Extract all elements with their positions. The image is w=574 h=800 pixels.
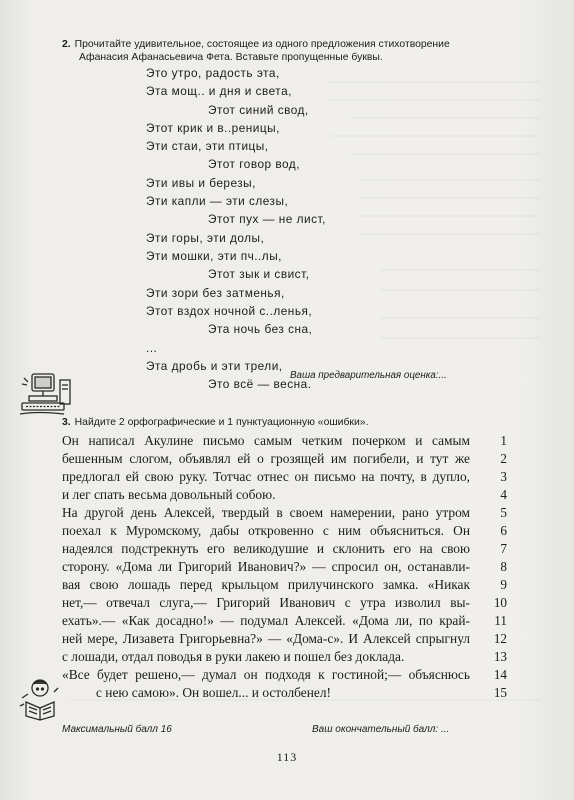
task-3-instruction <box>62 416 532 429</box>
preliminary-score-label: Ваша предварительная оценка:... <box>290 370 447 381</box>
line-number: 5 <box>500 505 507 520</box>
line-number: 7 <box>500 541 507 556</box>
poem-line: Это всё — весна. <box>208 377 312 391</box>
poem-line: Этот пух — не лист, <box>208 212 326 226</box>
prose-line: бешенным слогом, объявлял ей о грозящей им погибели, и тут же <box>62 451 470 466</box>
page-number: 113 <box>276 750 298 764</box>
prose-line: ехать».— «Как досадно!» — подумал Алексей. «Дома ли, по край- <box>62 613 470 628</box>
line-number: 9 <box>500 577 507 592</box>
computer-workstation-icon <box>18 370 76 420</box>
poem-line: Это утро, радость эта, <box>146 66 280 80</box>
line-number: 8 <box>500 559 507 574</box>
reading-child-icon <box>14 676 60 722</box>
line-number: 1 <box>500 433 507 448</box>
poem-line: Этот вздох ночной с..ленья, <box>146 304 313 318</box>
prose-line: На другой день Алексей, твердый в своем намерении, рано утром <box>62 505 470 520</box>
line-number: 13 <box>493 649 507 664</box>
final-score-label: Ваш окончательный балл: ... <box>312 724 450 735</box>
poem-line: Эти капли — эти слезы, <box>146 194 289 208</box>
instruction-text: Афанасия Афанасьевича Фета. Вставьте пропущенные буквы. <box>79 52 383 63</box>
line-number: 14 <box>493 667 507 682</box>
prose-line: с лошади, отдал поводья в руки лакею и пошел без доклада. <box>62 649 405 664</box>
instruction-text: Прочитайте удивительное, состоящее из одного предложения стихотворение <box>74 39 450 50</box>
prose-line: надеялся подстрекнуть его великодушие и склонить его на свою <box>62 541 470 556</box>
prose-line: «Все будет решено,— думал он подходя к гостиной;— объяснюсь <box>62 667 470 682</box>
line-number: 12 <box>493 631 507 646</box>
poem-line: Эти горы, эти долы, <box>146 231 265 245</box>
line-number: 6 <box>500 523 507 538</box>
prose-line: ней мере, Лизавета Григорьевна?» — «Дома-с». И Алексей спрыгнул <box>62 631 470 646</box>
line-number: 10 <box>493 595 507 610</box>
poem-line: Эта ночь без сна, <box>208 322 313 336</box>
prose-line: вая свою лошадь перед крыльцом прилучинского замка. «Никак <box>62 577 470 592</box>
poem-line: Эти мошки, эти пч..лы, <box>146 249 282 263</box>
poem-line: Этот зык и свист, <box>208 267 310 281</box>
instruction-text: Найдите 2 орфографические и 1 пунктуационную «ошибки». <box>74 417 369 428</box>
poem-line: Эти стаи, эти птицы, <box>146 139 269 153</box>
poem-line: Этот синий свод, <box>208 103 309 117</box>
poem-line: Эта мощ.. и дня и света, <box>146 84 292 98</box>
poem-line: Этот говор вод, <box>208 157 300 171</box>
prose-line: с нею самою». Он вошел... и остолбенел! <box>96 685 331 700</box>
prose-line: сторону. «Дома ли Григорий Иванович?» — спросил он, останавли- <box>62 559 470 574</box>
line-number: 4 <box>500 487 507 502</box>
prose-line: поехал к Муромскому, дабы откровенно с ним объясниться. Он <box>62 523 470 538</box>
poem-line: ... <box>146 341 158 355</box>
task-2-instruction <box>62 38 532 64</box>
line-number: 15 <box>493 685 507 700</box>
line-number: 2 <box>500 451 507 466</box>
poem-line: Эти зори без затменья, <box>146 286 285 300</box>
prose-line: нет,— отвечал слуга,— Григорий Иванович с утра изволил вы- <box>62 595 470 610</box>
prose-line: Он написал Акулине письмо самым четким почерком и самым <box>62 433 470 448</box>
poem-line: Эта дробь и эти трели, <box>146 359 283 373</box>
task-number: 3. <box>62 417 71 428</box>
prose-line: предлогал ей свою руку. Тотчас отнес он письмо на почту, в дупло, <box>62 469 470 484</box>
line-number: 3 <box>500 469 507 484</box>
line-number: 11 <box>494 613 507 628</box>
poem-line: Этот крик и в..реницы, <box>146 121 280 135</box>
task-number: 2. <box>62 39 71 50</box>
poem-line: Эти ивы и березы, <box>146 176 256 190</box>
prose-line: и лег спать весьма довольный собою. <box>62 487 276 502</box>
max-score-label: Максимальный балл 16 <box>62 724 172 735</box>
